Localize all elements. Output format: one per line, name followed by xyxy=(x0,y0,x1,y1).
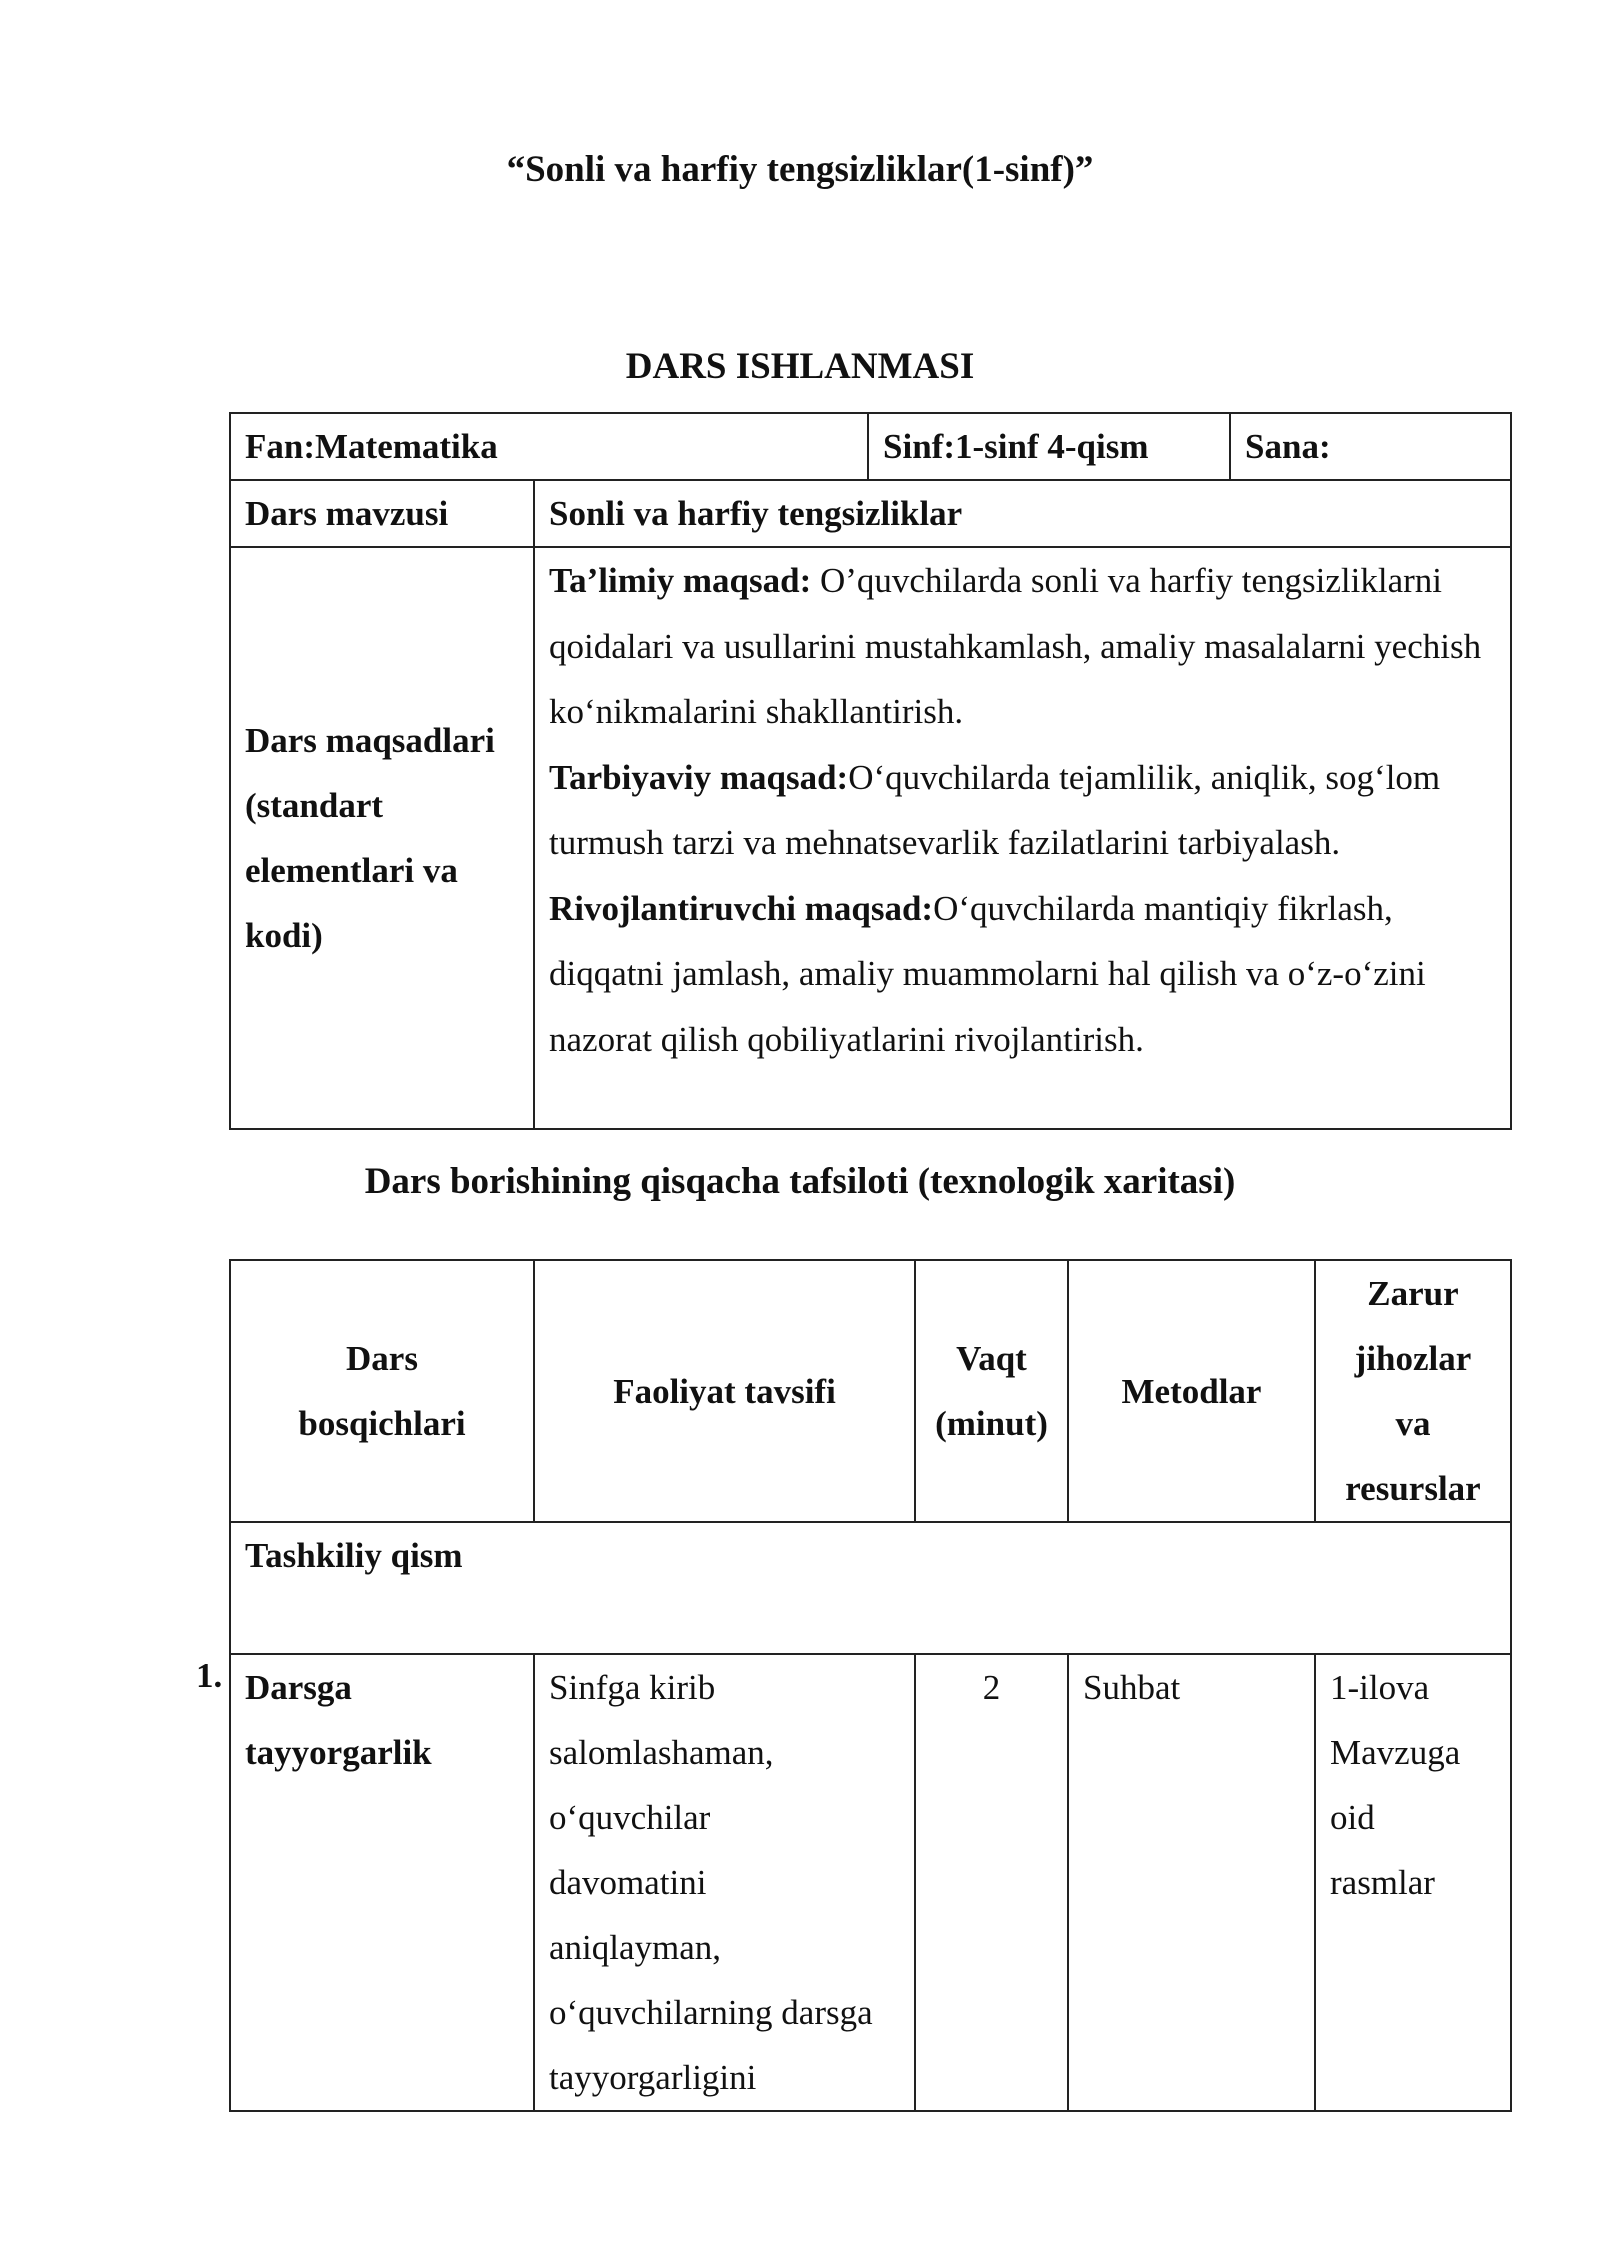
goals-content xyxy=(534,547,1511,1129)
section-row xyxy=(230,1522,1511,1654)
header-resources-line: va xyxy=(1395,1404,1431,1443)
header-methods: Metodlar xyxy=(1068,1260,1315,1522)
developmental-goal xyxy=(549,876,1496,1073)
developmental-goal-label: Rivojlantiruvchi maqsad: xyxy=(549,888,934,928)
goals-label-line: Dars maqsadlari xyxy=(245,721,495,760)
upbringing-goal-label: Tarbiyaviy maqsad: xyxy=(549,757,849,797)
meta-row-subject xyxy=(230,413,1511,480)
meta-row-topic xyxy=(230,480,1511,547)
educational-goal xyxy=(549,548,1496,745)
header-activity: Faoliyat tavsifi xyxy=(534,1260,915,1522)
topic-value: Sonli va harfiy tengsizliklar xyxy=(534,480,1511,547)
activity-line: aniqlayman, xyxy=(549,1928,722,1967)
educational-goal-label: Ta’limiy maqsad: xyxy=(549,561,812,600)
header-stage xyxy=(230,1260,534,1522)
activity-line: o‘quvchilarning darsga xyxy=(549,1993,873,2032)
header-stage-line: Dars xyxy=(346,1339,418,1378)
lesson-plan-table xyxy=(229,1259,1512,2112)
date-cell: Sana: xyxy=(1230,413,1511,480)
step-number: 1. xyxy=(196,1656,223,1695)
resource-line: 1-ilova xyxy=(1330,1668,1430,1707)
header-time xyxy=(915,1260,1068,1522)
activity-line: tayyorgarligini xyxy=(549,2058,757,2097)
resource-line: oid xyxy=(1330,1798,1375,1837)
goals-label xyxy=(230,547,534,1129)
activity-line: o‘quvchilar xyxy=(549,1798,711,1837)
page-title: “Sonli va harfiy tengsizliklar(1-sinf)” xyxy=(506,149,1094,190)
resources-cell xyxy=(1315,1654,1511,2111)
header-time-line: Vaqt xyxy=(956,1339,1027,1378)
goals-label-line: (standart xyxy=(245,786,384,825)
activity-cell xyxy=(534,1654,915,2111)
resource-line: rasmlar xyxy=(1330,1863,1435,1902)
topic-label: Dars mavzusi xyxy=(230,480,534,547)
section-title: Tashkiliy qism xyxy=(230,1522,1511,1654)
plan-heading: Dars borishining qisqacha tafsiloti (texnologik xaritasi) xyxy=(364,1161,1236,1202)
header-resources-line: resurslar xyxy=(1345,1469,1481,1508)
header-time-line: (minut) xyxy=(935,1404,1048,1443)
goals-label-line: kodi) xyxy=(245,916,323,955)
subject-cell: Fan:Matematika xyxy=(230,413,868,480)
plan-header-row xyxy=(230,1260,1511,1522)
header-resources-line: Zarur xyxy=(1367,1274,1459,1313)
stage-line: Darsga xyxy=(245,1668,352,1707)
method-cell: Suhbat xyxy=(1068,1654,1315,2111)
activity-line: davomatini xyxy=(549,1863,707,1902)
header-resources xyxy=(1315,1260,1511,1522)
developmental-goal-text: O‘quvchilarda mantiqiy fikrlash, diqqatni jamlash, amaliy muammolarni hal qilish va o‘z-o‘zini nazorat qilish qobiliyatlarini rivojlantirish. xyxy=(549,888,1426,1059)
activity-line: salomlashaman, xyxy=(549,1733,774,1772)
time-cell: 2 xyxy=(915,1654,1068,2111)
educational-goal-text: O’quvchilarda sonli va harfiy tengsizliklarni qoidalari va usullarini mustahkamlash, amaliy masalalarni yechish ko‘nikmalarini shakllantirish. xyxy=(549,561,1482,731)
activity-line: Sinfga kirib xyxy=(549,1668,716,1707)
table-row xyxy=(230,1654,1511,2111)
goals-label-line: elementlari va xyxy=(245,851,458,890)
stage-line: tayyorgarlik xyxy=(245,1733,432,1772)
meta-row-goals xyxy=(230,547,1511,1129)
grade-cell: Sinf:1-sinf 4-qism xyxy=(868,413,1230,480)
resource-line: Mavzuga xyxy=(1330,1733,1461,1772)
lesson-meta-table xyxy=(229,412,1512,1130)
upbringing-goal xyxy=(549,745,1496,876)
header-resources-line: jihozlar xyxy=(1354,1339,1472,1378)
header-stage-line: bosqichlari xyxy=(298,1404,466,1443)
upbringing-goal-text: O‘quvchilarda tejamlilik, aniqlik, sog‘lom turmush tarzi va mehnatsevarlik fazilatlarini tarbiyalash. xyxy=(549,757,1441,862)
doc-heading: DARS ISHLANMASI xyxy=(625,346,975,387)
stage-cell xyxy=(230,1654,534,2111)
